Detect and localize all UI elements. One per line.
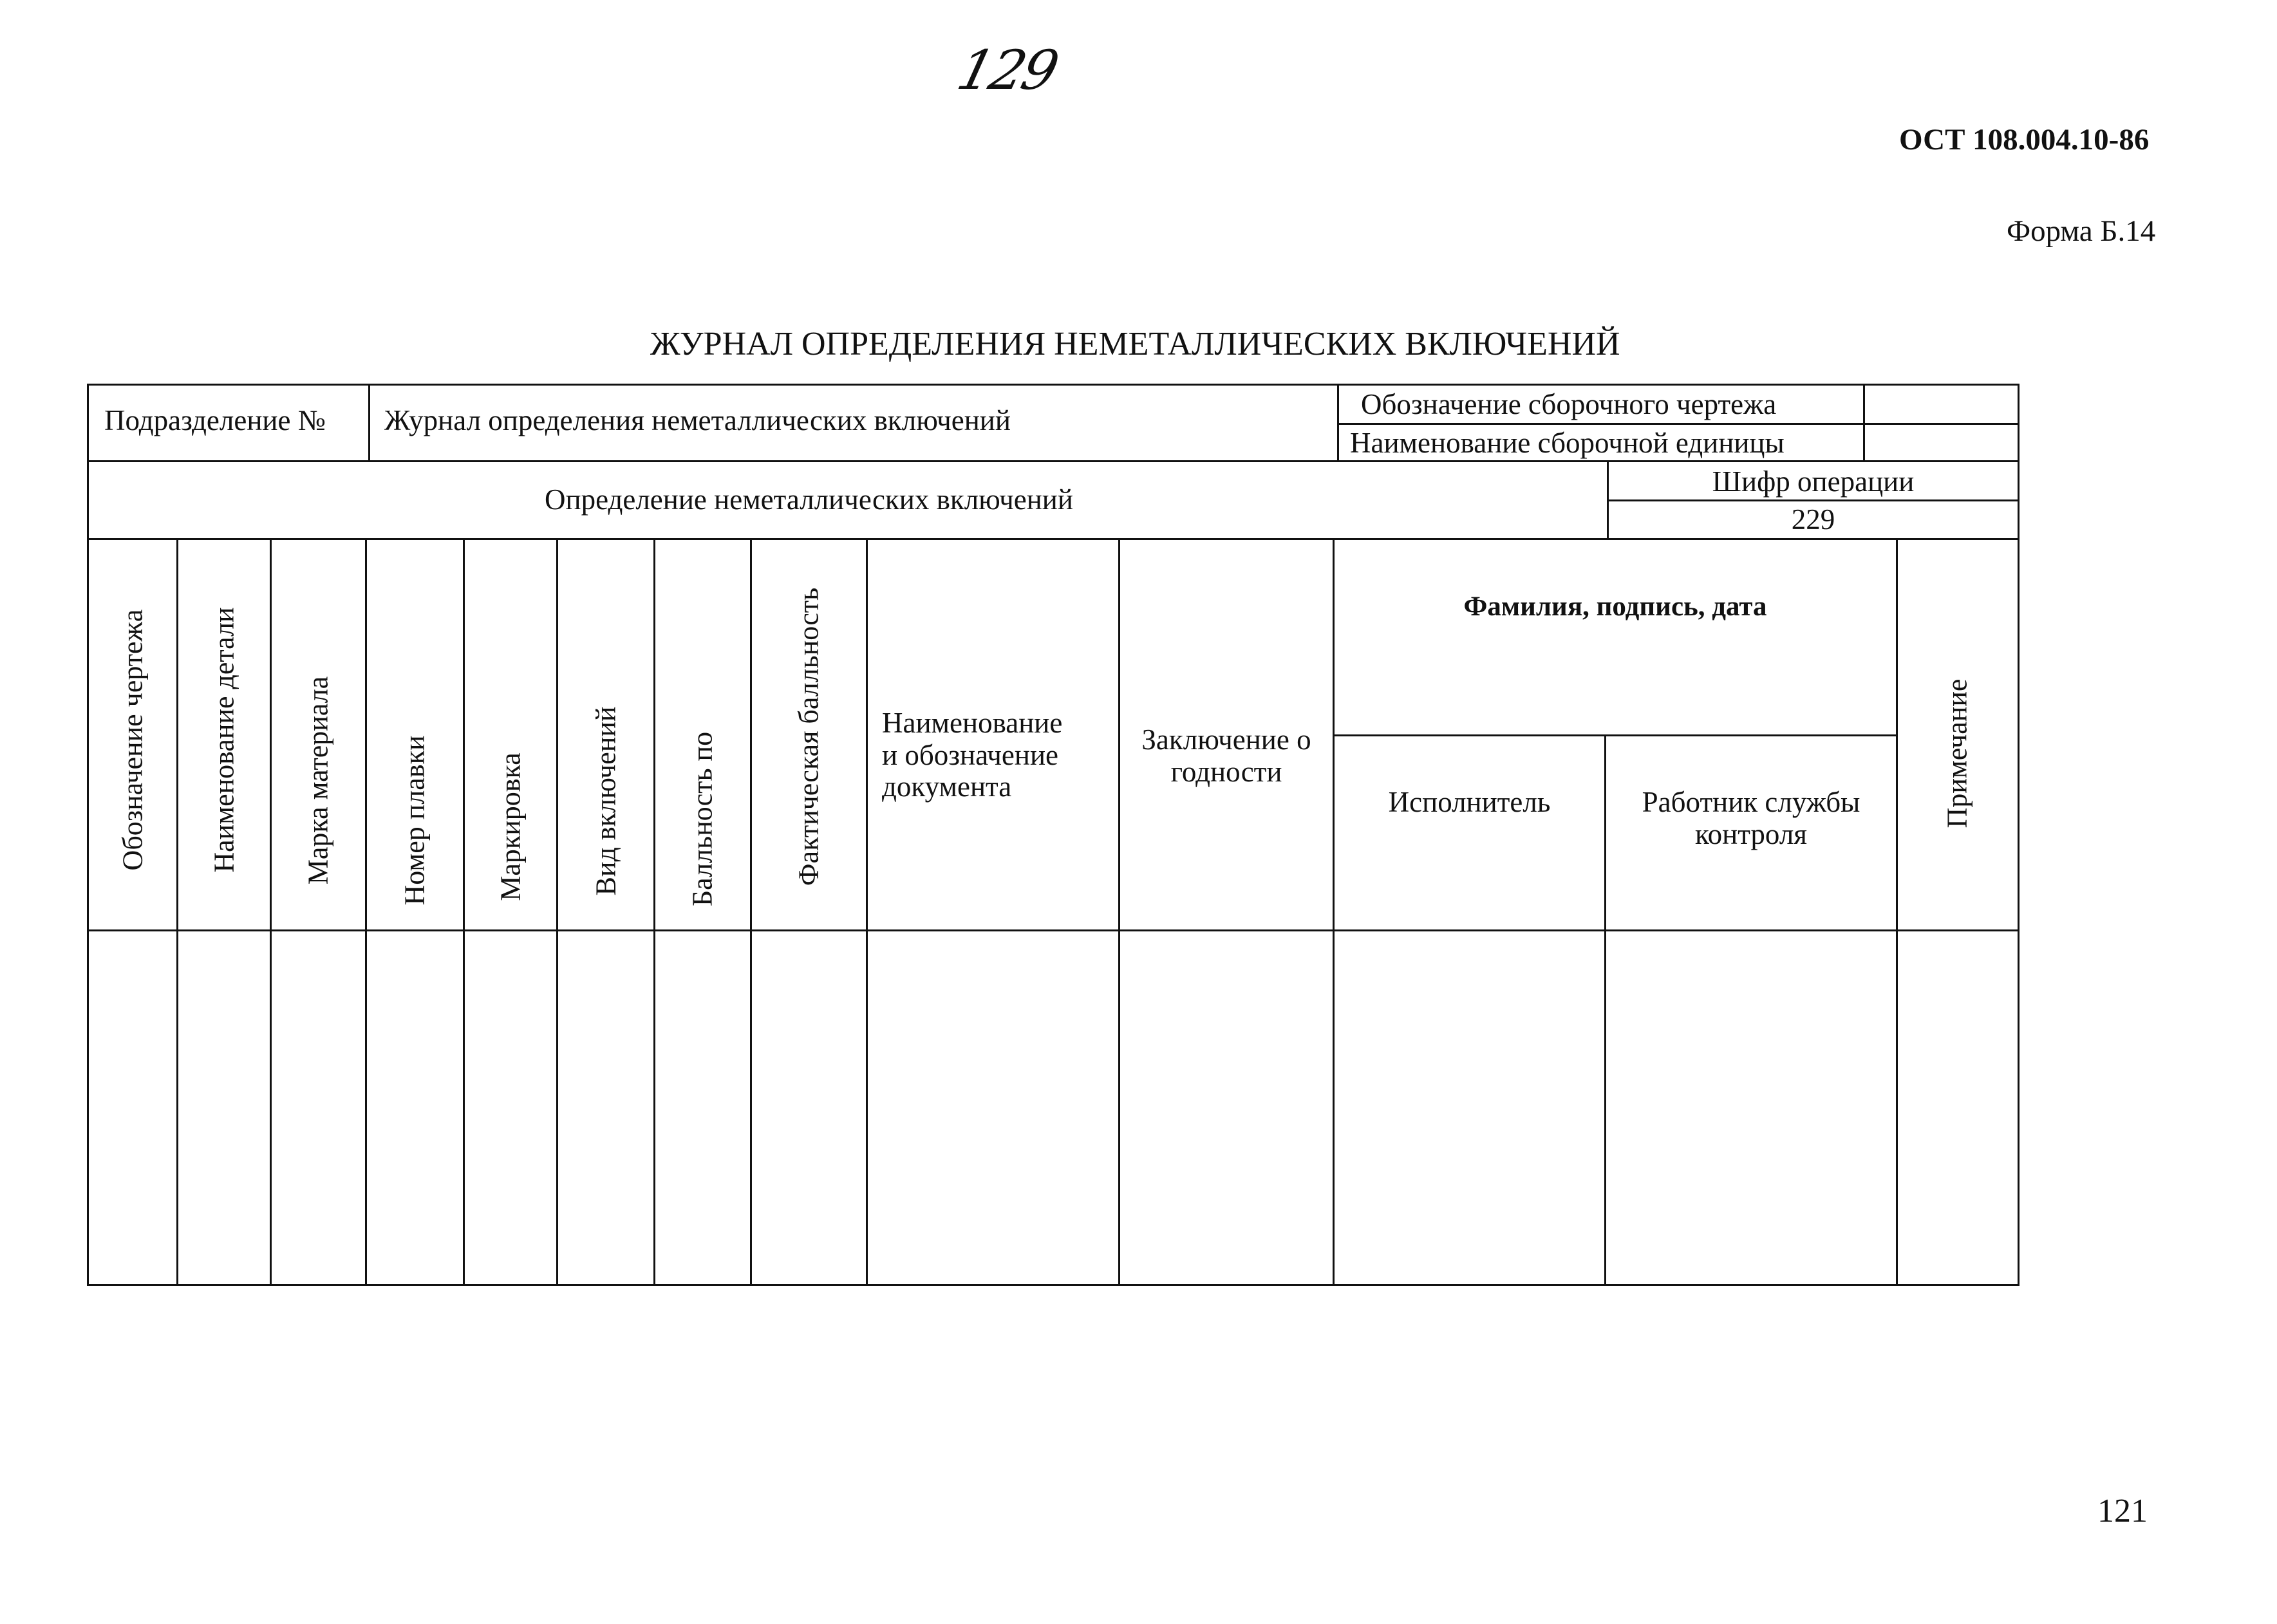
col-score-by-label: Балльность по xyxy=(686,731,718,907)
col-signature-group xyxy=(1333,538,1898,736)
data-cell-actual-score[interactable] xyxy=(750,929,868,1286)
page-number: 121 xyxy=(2097,1493,2148,1529)
col-actual-score xyxy=(750,538,868,931)
data-cell-inspector[interactable] xyxy=(1604,929,1898,1286)
col-actual-score-label: Фактическая балльность xyxy=(792,587,825,886)
operation-code-cell xyxy=(1607,499,2019,540)
col-score-by xyxy=(653,538,752,931)
assembly-unit-label: Наименование сборочной единицы xyxy=(1350,427,1785,459)
col-conclusion xyxy=(1118,538,1335,931)
col-marking xyxy=(463,538,558,931)
operation-code-value: 229 xyxy=(1791,503,1835,536)
col-inclusion-type-label: Вид включений xyxy=(590,706,622,896)
col-marking-label: Маркировка xyxy=(494,752,527,901)
journal-name-cell xyxy=(368,384,1339,462)
assembly-drawing-value[interactable] xyxy=(1863,384,2019,425)
data-cell-material[interactable] xyxy=(270,929,367,1286)
col-inspector-label: Работник службы контроля xyxy=(1642,786,1860,850)
col-note-label: Примечание xyxy=(1941,678,1973,828)
col-material-label: Марка материала xyxy=(302,676,334,885)
col-heat-number xyxy=(365,538,465,931)
standard-code: ОСТ 108.004.10-86 xyxy=(1899,123,2150,156)
subdivision-cell xyxy=(87,384,370,462)
data-cell-executor[interactable] xyxy=(1333,929,1606,1286)
operation-code-label-cell xyxy=(1607,460,2019,501)
col-part-name xyxy=(176,538,272,931)
data-cell-score-by[interactable] xyxy=(653,929,752,1286)
col-signature-group-label: Фамилия, подпись, дата xyxy=(1463,592,1767,622)
data-cell-inclusion-type[interactable] xyxy=(556,929,655,1286)
operation-code-label: Шифр операции xyxy=(1712,465,1915,498)
document-title: ЖУРНАЛ ОПРЕДЕЛЕНИЯ НЕМЕТАЛЛИЧЕСКИХ ВКЛЮЧЕНИЙ xyxy=(650,326,1620,362)
col-executor-label: Исполнитель xyxy=(1388,786,1551,818)
journal-name-label: Журнал определения неметаллических включений xyxy=(384,404,1011,436)
col-executor xyxy=(1333,734,1606,931)
operation-name-cell xyxy=(87,460,1609,540)
data-cell-part-name[interactable] xyxy=(176,929,272,1286)
col-drawing-label: Обозначение чертежа xyxy=(117,609,149,871)
col-inspector xyxy=(1604,734,1898,931)
data-cell-conclusion[interactable] xyxy=(1118,929,1335,1286)
form-label: Форма Б.14 xyxy=(2007,214,2156,248)
data-cell-document[interactable] xyxy=(866,929,1120,1286)
col-part-name-label: Наименование детали xyxy=(208,607,240,873)
assembly-unit-cell xyxy=(1337,423,1865,462)
data-cell-drawing[interactable] xyxy=(87,929,178,1286)
col-heat-number-label: Номер плавки xyxy=(398,735,431,906)
col-document-label: Наименование и обозначение документа xyxy=(882,707,1063,803)
data-cell-heat-number[interactable] xyxy=(365,929,465,1286)
data-cell-note[interactable] xyxy=(1896,929,2019,1286)
handwritten-sheet-number: 129 xyxy=(951,39,1063,102)
subdivision-label: Подразделение № xyxy=(104,404,326,436)
col-drawing xyxy=(87,538,178,931)
assembly-unit-value[interactable] xyxy=(1863,423,2019,462)
operation-name-label: Определение неметаллических включений xyxy=(545,483,1073,516)
col-conclusion-label: Заключение о годности xyxy=(1141,723,1311,788)
col-inclusion-type xyxy=(556,538,655,931)
data-cell-marking[interactable] xyxy=(463,929,558,1286)
col-document xyxy=(866,538,1120,931)
assembly-drawing-label: Обозначение сборочного чертежа xyxy=(1361,388,1777,420)
assembly-drawing-cell xyxy=(1337,384,1865,425)
col-material xyxy=(270,538,367,931)
col-note xyxy=(1896,538,2019,931)
